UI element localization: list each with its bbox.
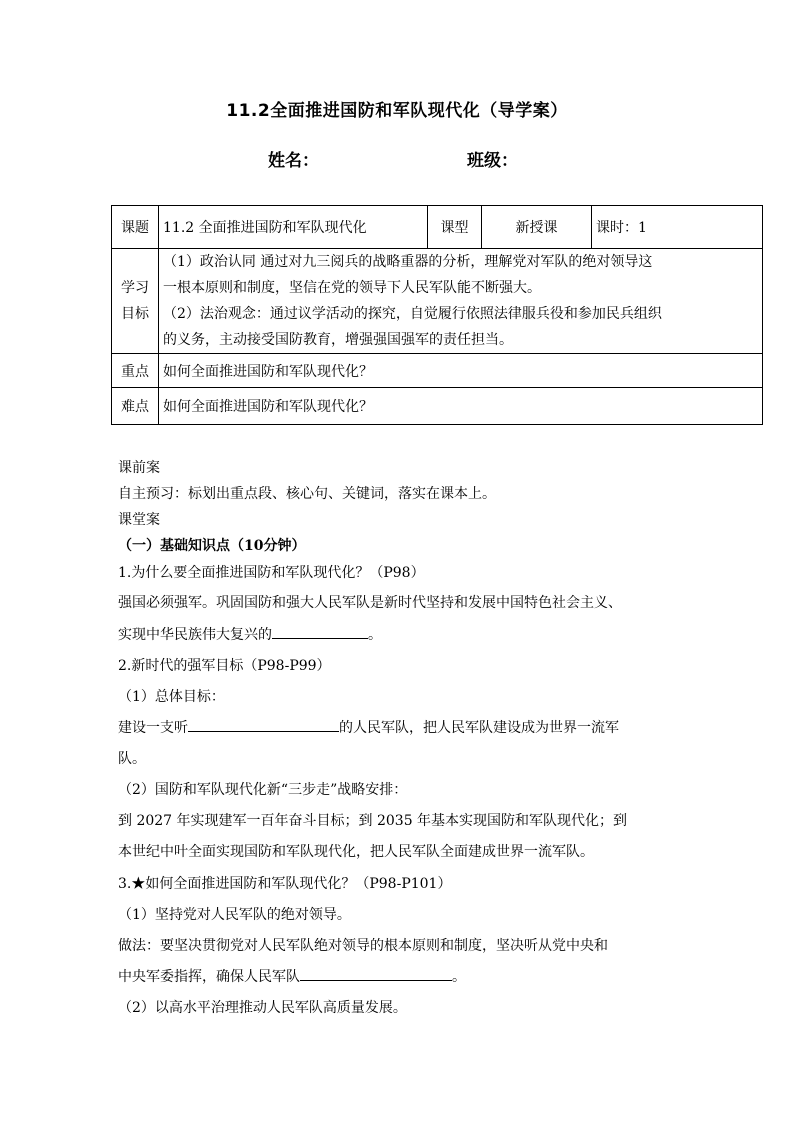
- table-row: [112, 388, 763, 425]
- in-class-heading: 课堂案: [118, 512, 160, 528]
- self-study-text: 自主预习：标划出重点段、核心句、关键词，落实在课本上。: [118, 486, 496, 502]
- answer-fill-line: [118, 624, 382, 644]
- fill-blank[interactable]: [272, 624, 368, 639]
- answer-text: 建设一支听: [118, 720, 188, 736]
- fill-blank[interactable]: [300, 966, 452, 981]
- name-label: 姓名：: [268, 151, 319, 171]
- sub-heading: （2）国防和军队现代化新“三步走”战略安排：: [118, 782, 408, 798]
- question-1: 1.为什么要全面推进国防和军队现代化？（P98）: [118, 565, 425, 581]
- goals-label-line: 学习: [121, 280, 149, 296]
- answer-text: 强国必须强军。巩固国防和强大人民军队是新时代坚持和发展中国特色社会主义、: [118, 595, 622, 611]
- answer-text: 队。: [118, 751, 146, 767]
- goals-label-line: 目标: [121, 306, 149, 322]
- difficulty-label: 难点: [112, 388, 159, 425]
- answer-text: 的人民军队，把人民军队建设成为世界一流军: [339, 720, 619, 736]
- answer-fill-line: [118, 717, 619, 737]
- difficulty-value: 如何全面推进国防和军队现代化？: [159, 388, 763, 425]
- goal-line: （2）法治观念：通过议学活动的探究，自觉履行依照法律服兵役和参加民兵组织: [163, 306, 662, 322]
- section-heading: （一）基础知识点（10分钟）: [118, 538, 306, 554]
- class-label: 班级：: [467, 151, 518, 171]
- table-row: [112, 206, 763, 249]
- sub-heading: （1）坚持党对人民军队的绝对领导。: [118, 907, 351, 923]
- student-info-line: [0, 146, 794, 170]
- subject-value: 11.2 全面推进国防和军队现代化: [159, 206, 428, 249]
- type-label: 课型: [428, 206, 482, 249]
- answer-text: 。: [368, 627, 382, 643]
- answer-fill-line: [118, 966, 466, 986]
- sub-heading: （1）总体目标：: [118, 689, 225, 705]
- page-title: 11.2全面推进国防和军队现代化（导学案）: [226, 101, 568, 121]
- answer-text: 实现中华民族伟大复兴的: [118, 627, 272, 643]
- goal-line: （1）政治认同 通过对九三阅兵的战略重器的分析，理解党对军队的绝对领导这: [163, 254, 653, 270]
- key-point-label: 重点: [112, 354, 159, 388]
- pre-class-heading: 课前案: [118, 460, 160, 476]
- answer-text: 做法：要坚决贯彻党对人民军队绝对领导的根本原则和制度，坚决听从党中央和: [118, 938, 608, 954]
- answer-text: 。: [452, 969, 466, 985]
- question-2: 2.新时代的强军目标（P98-P99）: [118, 658, 331, 674]
- answer-text: 本世纪中叶全面实现国防和军队现代化，把人民军队全面建成世界一流军队。: [118, 844, 594, 860]
- goal-line: 的义务，主动接受国防教育，增强强国强军的责任担当。: [163, 332, 513, 348]
- goals-content: [159, 249, 763, 354]
- fill-blank[interactable]: [188, 717, 339, 732]
- lesson-info-table: [111, 205, 763, 425]
- subject-label: 课题: [112, 206, 159, 249]
- hours-value: 课时：1: [592, 206, 763, 249]
- type-value: 新授课: [482, 206, 592, 249]
- question-3: 3.★如何全面推进国防和军队现代化？（P98-P101）: [118, 876, 452, 892]
- goals-label: [112, 249, 159, 354]
- answer-text: 到 2027 年实现建军一百年奋斗目标；到 2035 年基本实现国防和军队现代化；到: [118, 813, 628, 829]
- table-row: [112, 354, 763, 388]
- answer-text: 中央军委指挥，确保人民军队: [118, 969, 300, 985]
- sub-heading: （2）以高水平治理推动人民军队高质量发展。: [118, 1000, 407, 1016]
- key-point-value: 如何全面推进国防和军队现代化？: [159, 354, 763, 388]
- goal-line: 一根本原则和制度，坚信在党的领导下人民军队能不断强大。: [163, 280, 541, 296]
- table-row: [112, 249, 763, 354]
